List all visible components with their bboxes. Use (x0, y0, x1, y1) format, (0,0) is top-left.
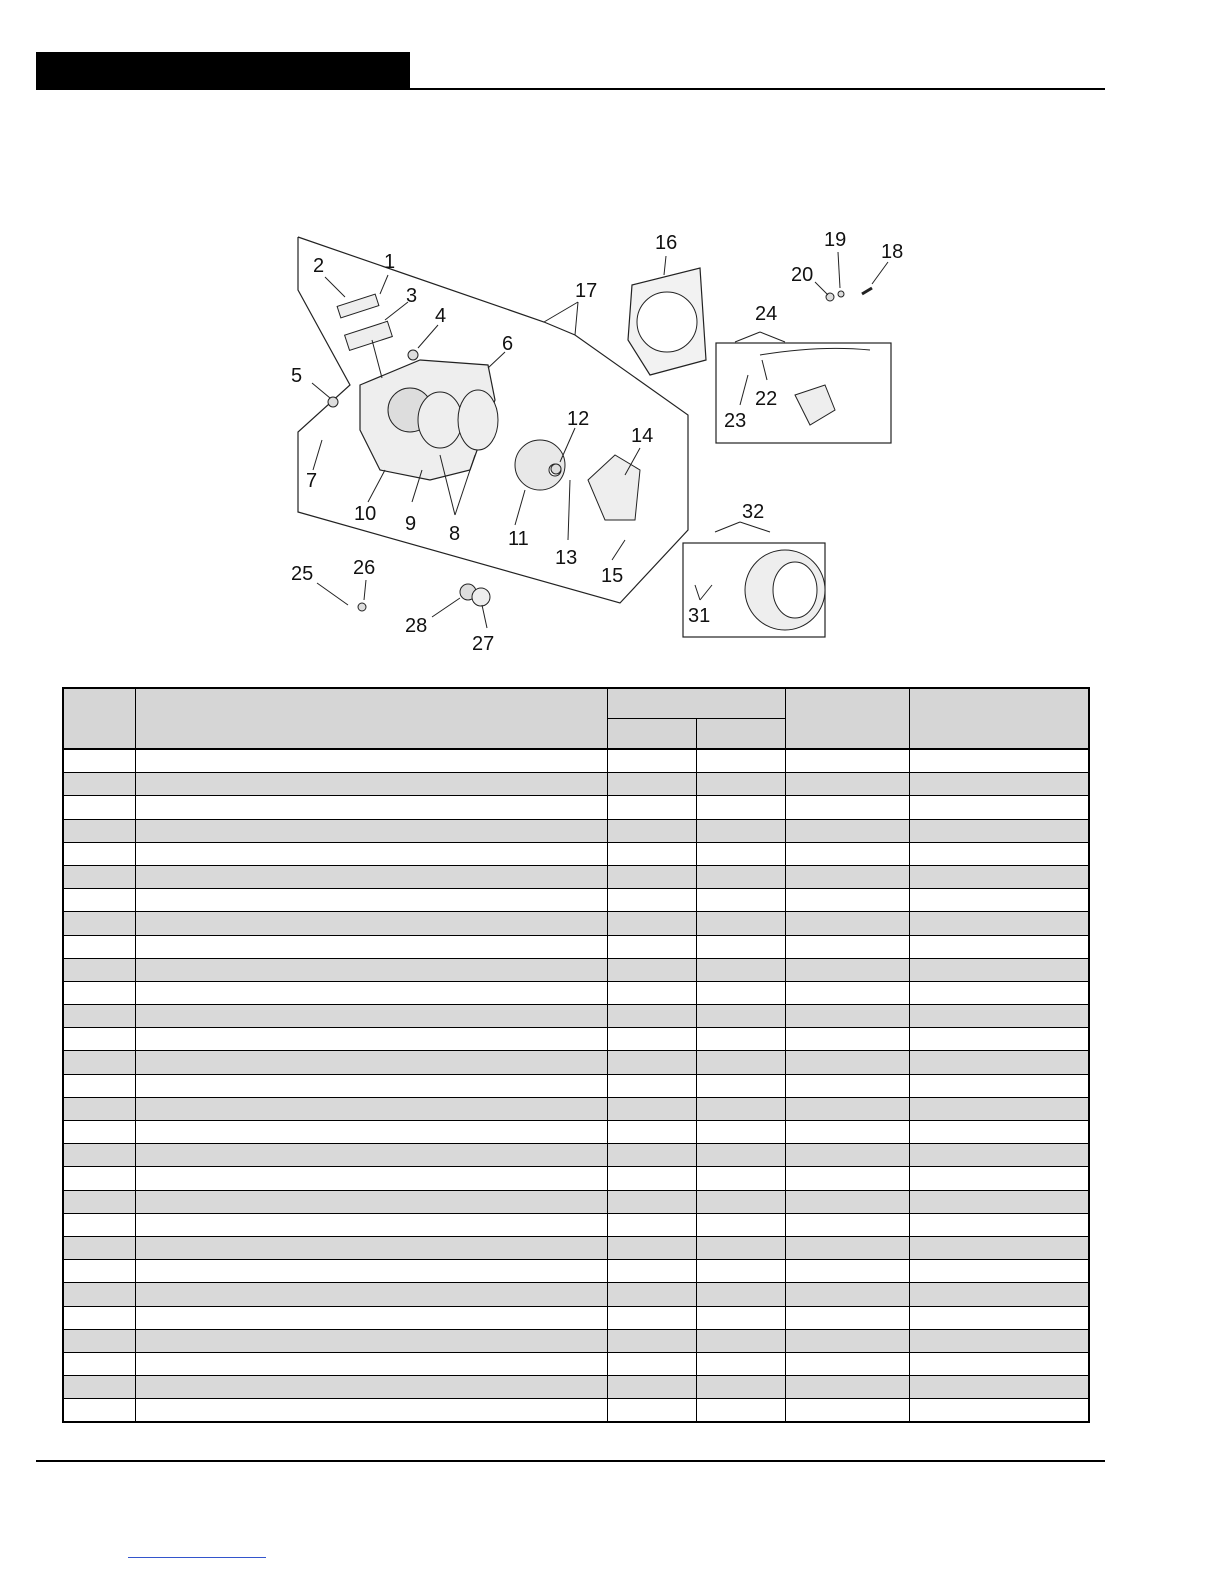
callout-label: 14 (631, 425, 654, 447)
table-cell (63, 1260, 135, 1283)
table-row (63, 796, 1089, 819)
callout-label: 32 (742, 501, 765, 523)
table-cell (135, 1283, 607, 1306)
table-cell (607, 1005, 696, 1028)
table-cell (135, 889, 607, 912)
table-cell (63, 773, 135, 796)
table-cell (63, 1144, 135, 1167)
table-cell (607, 889, 696, 912)
table-cell (696, 981, 785, 1004)
table-cell (785, 912, 909, 935)
table-cell (696, 1074, 785, 1097)
table-cell (135, 1236, 607, 1259)
parts-table-body (63, 749, 1089, 1422)
table-cell (785, 1005, 909, 1028)
table-cell (909, 796, 1089, 819)
table-cell (696, 1097, 785, 1120)
table-cell (785, 842, 909, 865)
table-cell (696, 1260, 785, 1283)
table-cell (607, 935, 696, 958)
table-cell (785, 889, 909, 912)
table-cell (63, 1236, 135, 1259)
header-cell (607, 719, 696, 750)
table-cell (135, 1097, 607, 1120)
table-cell (607, 1376, 696, 1399)
table-cell (135, 1329, 607, 1352)
table-cell (909, 889, 1089, 912)
table-cell (785, 1306, 909, 1329)
callout-label: 16 (655, 232, 678, 254)
table-cell (135, 773, 607, 796)
table-cell (63, 1329, 135, 1352)
header-cell (135, 688, 607, 749)
table-cell (607, 981, 696, 1004)
table-cell (909, 1329, 1089, 1352)
table-cell (696, 1190, 785, 1213)
table-cell (696, 773, 785, 796)
table-cell (696, 819, 785, 842)
table-cell (909, 1376, 1089, 1399)
callout-label: 4 (435, 305, 447, 327)
table-row (63, 773, 1089, 796)
table-cell (135, 1121, 607, 1144)
table-cell (63, 1399, 135, 1423)
table-cell (785, 1352, 909, 1375)
table-cell (785, 1329, 909, 1352)
table-cell (696, 1121, 785, 1144)
table-cell (607, 773, 696, 796)
table-cell (696, 1283, 785, 1306)
table-cell (63, 1167, 135, 1190)
callout-label: 6 (502, 333, 514, 355)
table-cell (607, 796, 696, 819)
table-row (63, 819, 1089, 842)
table-cell (696, 1144, 785, 1167)
table-cell (909, 1051, 1089, 1074)
table-cell (607, 1213, 696, 1236)
header-cell (63, 688, 135, 749)
table-cell (785, 1399, 909, 1423)
table-cell (607, 865, 696, 888)
table-cell (135, 1051, 607, 1074)
table-cell (135, 935, 607, 958)
callout-label: 28 (405, 615, 428, 637)
table-cell (696, 1005, 785, 1028)
table-cell (909, 749, 1089, 773)
table-cell (63, 796, 135, 819)
table-row (63, 1260, 1089, 1283)
table-cell (135, 1190, 607, 1213)
table-cell (135, 1074, 607, 1097)
table-cell (785, 796, 909, 819)
header-cell (909, 688, 1089, 749)
table-row (63, 912, 1089, 935)
callout-label: 15 (601, 565, 624, 587)
table-cell (607, 1236, 696, 1259)
table-cell (135, 796, 607, 819)
table-cell (607, 1329, 696, 1352)
table-cell (607, 819, 696, 842)
exploded-parts-diagram (270, 220, 910, 660)
table-cell (785, 958, 909, 981)
table-cell (607, 1144, 696, 1167)
table-cell (909, 1190, 1089, 1213)
table-cell (135, 1260, 607, 1283)
table-cell (909, 865, 1089, 888)
table-cell (696, 1167, 785, 1190)
table-cell (135, 1144, 607, 1167)
header-rule (36, 88, 1105, 90)
table-cell (909, 1005, 1089, 1028)
table-cell (909, 1399, 1089, 1423)
table-cell (696, 1376, 785, 1399)
table-cell (63, 842, 135, 865)
callout-label: 1 (384, 251, 396, 273)
callout-label: 12 (567, 408, 590, 430)
table-cell (63, 1121, 135, 1144)
table-row (63, 1097, 1089, 1120)
table-cell (785, 1190, 909, 1213)
table-cell (607, 1097, 696, 1120)
table-cell (63, 1005, 135, 1028)
callout-label: 3 (406, 285, 418, 307)
table-row (63, 1144, 1089, 1167)
table-cell (696, 796, 785, 819)
table-cell (696, 1352, 785, 1375)
table-row (63, 749, 1089, 773)
table-cell (63, 935, 135, 958)
table-cell (63, 958, 135, 981)
table-cell (909, 1121, 1089, 1144)
table-cell (135, 1352, 607, 1375)
table-row (63, 1329, 1089, 1352)
table-cell (607, 1352, 696, 1375)
table-cell (909, 1167, 1089, 1190)
table-cell (135, 1399, 607, 1423)
table-row (63, 1051, 1089, 1074)
table-cell (909, 1144, 1089, 1167)
callout-label: 7 (306, 470, 318, 492)
table-cell (135, 1306, 607, 1329)
table-cell (135, 1213, 607, 1236)
table-cell (785, 1260, 909, 1283)
table-cell (696, 1028, 785, 1051)
table-row (63, 981, 1089, 1004)
callout-label: 10 (354, 503, 377, 525)
table-cell (696, 935, 785, 958)
parts-table (62, 687, 1090, 1423)
table-cell (909, 842, 1089, 865)
callout-label: 26 (353, 557, 376, 579)
table-cell (63, 865, 135, 888)
table-cell (607, 912, 696, 935)
table-row (63, 1028, 1089, 1051)
table-cell (63, 1213, 135, 1236)
table-cell (135, 1167, 607, 1190)
table-cell (135, 912, 607, 935)
table-cell (607, 1167, 696, 1190)
table-cell (696, 1399, 785, 1423)
callout-label: 5 (291, 365, 303, 387)
table-cell (785, 1167, 909, 1190)
table-cell (696, 1306, 785, 1329)
callout-label: 9 (405, 513, 417, 535)
table-cell (785, 773, 909, 796)
table-cell (63, 1376, 135, 1399)
table-row (63, 1190, 1089, 1213)
table-cell (63, 1074, 135, 1097)
table-cell (696, 1213, 785, 1236)
table-cell (63, 1097, 135, 1120)
table-cell (785, 1051, 909, 1074)
table-cell (135, 842, 607, 865)
table-cell (909, 819, 1089, 842)
footer-link[interactable] (128, 1557, 266, 1558)
table-cell (135, 1005, 607, 1028)
table-cell (135, 958, 607, 981)
header-cell (696, 719, 785, 750)
callout-label: 31 (688, 605, 711, 627)
table-cell (785, 981, 909, 1004)
table-cell (607, 1051, 696, 1074)
table-cell (909, 1074, 1089, 1097)
table-cell (909, 1306, 1089, 1329)
table-cell (696, 749, 785, 773)
table-cell (135, 981, 607, 1004)
table-cell (63, 1028, 135, 1051)
table-cell (909, 1260, 1089, 1283)
callout-label: 27 (472, 633, 495, 655)
table-row (63, 1399, 1089, 1423)
table-cell (909, 912, 1089, 935)
table-row (63, 842, 1089, 865)
table-cell (909, 1097, 1089, 1120)
callout-label: 20 (791, 264, 814, 286)
callout-label: 11 (508, 528, 529, 550)
table-cell (696, 842, 785, 865)
table-cell (909, 1352, 1089, 1375)
table-cell (63, 1306, 135, 1329)
table-cell (785, 1144, 909, 1167)
callout-label: 23 (724, 410, 747, 432)
table-cell (785, 935, 909, 958)
table-cell (607, 958, 696, 981)
table-cell (785, 1376, 909, 1399)
table-cell (696, 912, 785, 935)
table-row (63, 1306, 1089, 1329)
table-cell (607, 1260, 696, 1283)
table-cell (63, 981, 135, 1004)
table-cell (696, 958, 785, 981)
footer-rule (36, 1460, 1105, 1462)
callout-label: 13 (555, 547, 578, 569)
callout-label: 8 (449, 523, 461, 545)
table-cell (696, 865, 785, 888)
table-row (63, 1213, 1089, 1236)
table-cell (909, 1028, 1089, 1051)
table-cell (607, 1121, 696, 1144)
table-cell (785, 749, 909, 773)
table-cell (63, 1190, 135, 1213)
table-row (63, 1121, 1089, 1144)
table-cell (135, 865, 607, 888)
table-cell (607, 749, 696, 773)
table-cell (785, 1283, 909, 1306)
table-cell (607, 1306, 696, 1329)
table-cell (135, 819, 607, 842)
table-cell (785, 819, 909, 842)
table-cell (696, 1236, 785, 1259)
table-cell (696, 1329, 785, 1352)
table-row (63, 865, 1089, 888)
table-cell (607, 1074, 696, 1097)
table-row (63, 1167, 1089, 1190)
callout-label: 2 (313, 255, 325, 277)
table-cell (909, 1283, 1089, 1306)
table-cell (785, 1236, 909, 1259)
header-cell (785, 688, 909, 749)
table-cell (135, 749, 607, 773)
table-row (63, 1236, 1089, 1259)
table-row (63, 1352, 1089, 1375)
table-cell (909, 1213, 1089, 1236)
table-cell (607, 1283, 696, 1306)
table-cell (607, 1190, 696, 1213)
table-cell (135, 1376, 607, 1399)
table-cell (63, 912, 135, 935)
callout-label: 17 (575, 280, 598, 302)
table-cell (63, 749, 135, 773)
table-cell (63, 819, 135, 842)
table-cell (909, 1236, 1089, 1259)
table-cell (785, 1121, 909, 1144)
table-cell (63, 889, 135, 912)
callout-label: 18 (881, 241, 904, 263)
table-cell (135, 1028, 607, 1051)
table-cell (607, 1399, 696, 1423)
table-cell (63, 1352, 135, 1375)
table-cell (909, 935, 1089, 958)
table-cell (785, 1213, 909, 1236)
table-cell (607, 842, 696, 865)
table-cell (607, 1028, 696, 1051)
table-row (63, 1005, 1089, 1028)
table-row (63, 958, 1089, 981)
callout-label: 22 (755, 388, 778, 410)
table-cell (696, 1051, 785, 1074)
callout-label: 19 (824, 229, 847, 251)
table-row (63, 1376, 1089, 1399)
table-cell (785, 1097, 909, 1120)
table-row (63, 935, 1089, 958)
table-row (63, 1074, 1089, 1097)
table-cell (696, 889, 785, 912)
callout-label: 24 (755, 303, 778, 325)
table-cell (909, 981, 1089, 1004)
table-cell (909, 773, 1089, 796)
table-cell (785, 1074, 909, 1097)
table-cell (785, 1028, 909, 1051)
table-cell (63, 1283, 135, 1306)
callout-label: 25 (291, 563, 314, 585)
table-cell (63, 1051, 135, 1074)
table-cell (785, 865, 909, 888)
header-cell (607, 688, 785, 719)
table-row (63, 889, 1089, 912)
table-cell (909, 958, 1089, 981)
table-row (63, 1283, 1089, 1306)
header-bar (36, 52, 410, 89)
